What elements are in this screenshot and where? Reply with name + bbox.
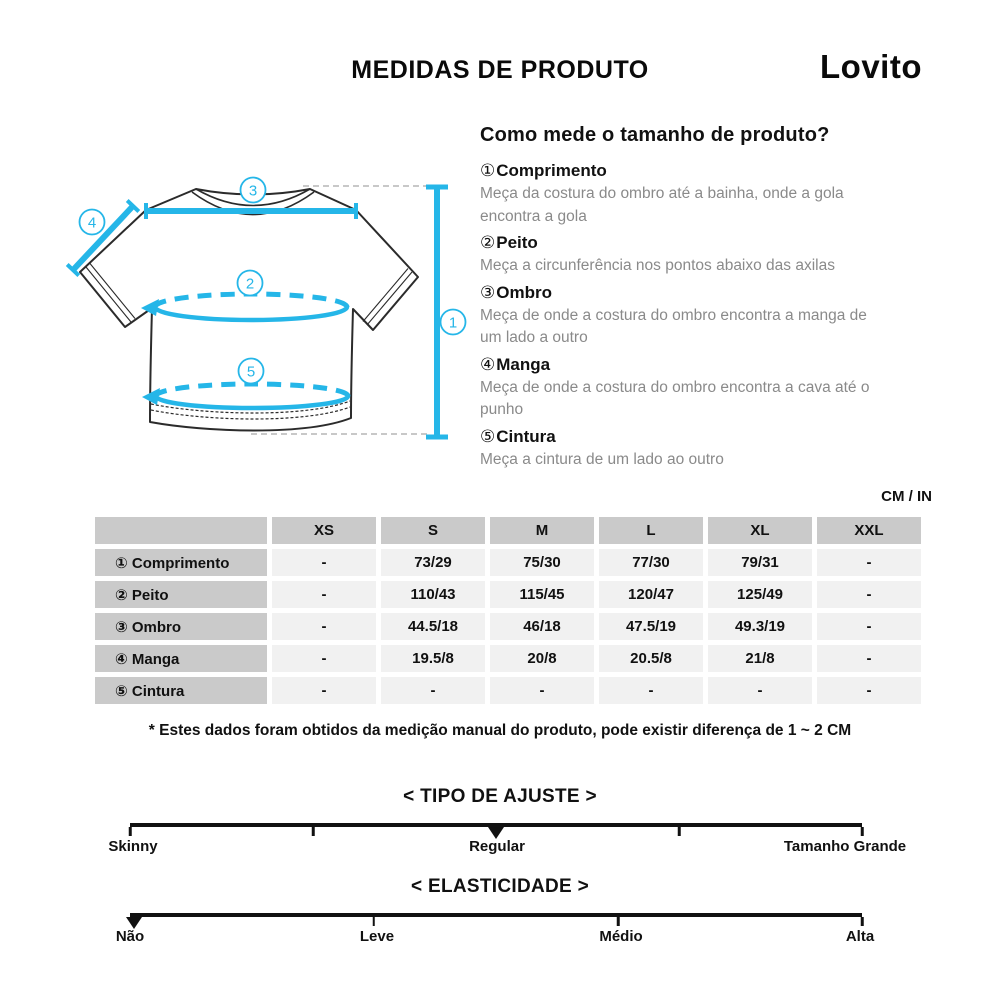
guide-item-ombro [480, 281, 940, 305]
fit-marker-icon [488, 827, 504, 839]
col-header-m: M [490, 517, 594, 544]
col-header [95, 517, 267, 544]
elasticity-label-alta: Alta [845, 928, 875, 945]
elasticity-scale-title: < ELASTICIDADE > [411, 876, 589, 897]
table-cell: 125/49 [708, 581, 812, 608]
table-cell: 79/31 [708, 549, 812, 576]
guide-title: Como mede o tamanho de produto? [480, 124, 830, 146]
table-row [95, 549, 921, 576]
circled-3-icon: ③ [480, 282, 496, 302]
badge-1-icon [441, 310, 466, 335]
guide-item-manga [480, 353, 940, 377]
table-cell: - [708, 677, 812, 704]
table-cell: - [817, 613, 921, 640]
table-cell: 44.5/18 [381, 613, 485, 640]
guide-item-desc: Meça de onde a costura do ombro encontra a manga de um lado a outro [480, 306, 867, 346]
table-cell: 115/45 [490, 581, 594, 608]
circled-5-icon: ⑤ [480, 426, 496, 446]
table-cell: 47.5/19 [599, 613, 703, 640]
guide-item-desc: Meça a cintura de um lado ao outro [480, 450, 724, 468]
table-cell: - [272, 549, 376, 576]
fit-type-scale [0, 786, 1000, 876]
table-cell: 77/30 [599, 549, 703, 576]
table-cell: 46/18 [490, 613, 594, 640]
table-row [95, 581, 921, 608]
elasticity-scale [0, 876, 1000, 966]
table-cell: 110/43 [381, 581, 485, 608]
tick-mark [678, 827, 681, 836]
circled-1-icon: ① [480, 161, 496, 180]
guide-item-peito [480, 231, 940, 255]
tick-mark [861, 827, 864, 836]
tick-mark [312, 827, 315, 836]
table-cell: - [599, 677, 703, 704]
row-label: ④ Manga [95, 645, 267, 672]
table-row [95, 645, 921, 672]
table-cell: - [272, 677, 376, 704]
svg-text:1: 1 [448, 314, 458, 332]
fit-label-regular: Regular [469, 838, 525, 855]
badge-5-icon [239, 359, 264, 384]
badge-4-icon [80, 210, 105, 235]
svg-text:2: 2 [245, 275, 255, 293]
table-cell: - [272, 645, 376, 672]
tick-mark [373, 917, 376, 926]
svg-text:4: 4 [87, 214, 97, 232]
table-cell: 49.3/19 [708, 613, 812, 640]
table-cell: 20.5/8 [599, 645, 703, 672]
table-cell: 21/8 [708, 645, 812, 672]
table-row [95, 677, 921, 704]
size-table-header-row [95, 517, 921, 544]
guide-item-cintura [480, 425, 940, 449]
tick-mark [861, 917, 864, 926]
guide-item-desc: Meça a circunferência nos pontos abaixo das axilas [480, 257, 835, 274]
table-cell: 19.5/8 [381, 645, 485, 672]
col-header-xl: XL [708, 517, 812, 544]
table-cell: 73/29 [381, 549, 485, 576]
row-label: ② Peito [95, 581, 267, 608]
table-cell: - [817, 581, 921, 608]
table-cell: - [817, 645, 921, 672]
svg-text:5: 5 [246, 363, 256, 381]
table-cell: - [490, 677, 594, 704]
guide-item-label: Peito [496, 233, 538, 252]
col-header-l: L [599, 517, 703, 544]
brand-logo: Lovito [820, 48, 922, 85]
table-cell: - [272, 581, 376, 608]
svg-text:3: 3 [248, 182, 258, 200]
units-label: CM / IN [881, 488, 932, 505]
guide-item-label: Cintura [496, 426, 556, 446]
circled-2-icon: ② [480, 233, 496, 252]
table-cell: - [817, 677, 921, 704]
table-cell: - [272, 613, 376, 640]
fit-scale-line [130, 823, 862, 827]
table-cell: 20/8 [490, 645, 594, 672]
page-title: MEDIDAS DE PRODUTO [351, 56, 649, 84]
row-label: ① Comprimento [95, 549, 267, 576]
measure-guide [480, 124, 940, 471]
elasticity-scale-line [130, 913, 862, 917]
col-header-s: S [381, 517, 485, 544]
elasticity-label-leve: Leve [359, 928, 395, 945]
guide-item-label: Comprimento [496, 161, 607, 180]
elasticity-label-medio: Médio [599, 928, 643, 945]
size-table [90, 512, 926, 709]
badge-2-icon [238, 271, 263, 296]
row-label: ⑤ Cintura [95, 677, 267, 704]
tick-mark [617, 917, 620, 926]
col-header-xxl: XXL [817, 517, 921, 544]
elasticity-label-nao: Não [115, 928, 145, 945]
col-header-xs: XS [272, 517, 376, 544]
fit-label-tamanho-grande: Tamanho Grande [783, 838, 907, 855]
table-cell: - [817, 549, 921, 576]
shirt-outline [80, 189, 418, 431]
guide-item-comprimento [480, 159, 940, 183]
table-row [95, 613, 921, 640]
measurement-disclaimer: * Estes dados foram obtidos da medição manual do produto, pode existir diferença de 1 ~ 2 CM [148, 722, 852, 739]
table-cell: 120/47 [599, 581, 703, 608]
elasticity-marker-icon [126, 917, 142, 929]
row-label: ③ Ombro [95, 613, 267, 640]
guide-item-label: Ombro [496, 282, 552, 302]
fit-scale-title: < TIPO DE AJUSTE > [403, 786, 597, 807]
circled-4-icon: ④ [480, 354, 496, 374]
tshirt-diagram [55, 160, 475, 460]
badge-3-icon [241, 178, 266, 203]
table-cell: 75/30 [490, 549, 594, 576]
guide-item-label: Manga [496, 354, 551, 374]
tick-mark [129, 827, 132, 836]
table-cell: - [381, 677, 485, 704]
guide-item-desc: Meça de onde a costura do ombro encontra a cava até o punho [480, 378, 870, 418]
guide-item-desc: Meça da costura do ombro até a bainha, onde a gola encontra a gola [480, 185, 844, 225]
fit-label-skinny: Skinny [108, 838, 158, 855]
